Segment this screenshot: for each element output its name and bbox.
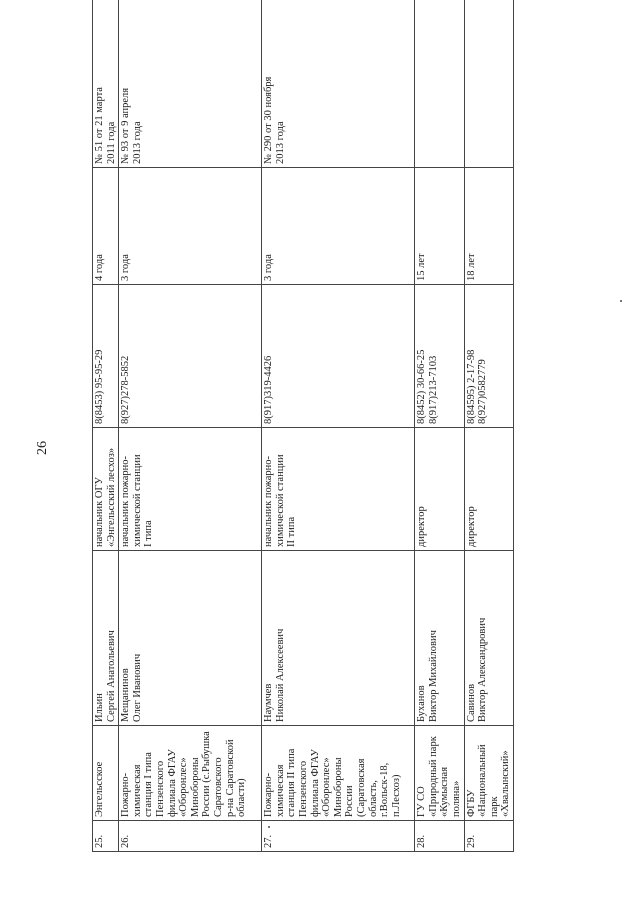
organization: ГУ СО «Природный парк «Кумысная поляна»: [415, 726, 464, 821]
phone: 8(917)319-4426: [262, 285, 415, 428]
row-number: 29.: [464, 821, 513, 852]
row-number: 28.: [415, 821, 464, 852]
position: начальник пожарно- химической станции II типа: [262, 428, 415, 551]
person-name: Буханов Виктор Михайлович: [415, 551, 464, 726]
person-name: Ильин Сергей Анатольевич: [93, 551, 119, 726]
phone: 8(927)278-5852: [119, 285, 262, 428]
term: 3 года: [119, 168, 262, 285]
order: № 51 от 21 марта 2011 года: [93, 0, 119, 168]
phone: 8(84595) 2-17-98 8(927)0582779: [464, 285, 513, 428]
term: 18 лет: [464, 168, 513, 285]
organization: ФГБУ «Национальный парк «Хвалынский»: [464, 726, 513, 821]
organization: Пожарно- химическая станция I типа Пензенского филиала ФГАУ «Оборонлес» Минобороны России (с.Рыбушка Саратовского р-на Саратовской области): [119, 726, 262, 821]
table-row: [119, 0, 262, 852]
organization: Пожарно- химическая станция II типа Пензенского филиала ФГАУ «Оборонлес» Минобороны России (Саратовская область, г.Вольск-18, п.Лесхоз): [262, 726, 415, 821]
term: 15 лет: [415, 168, 464, 285]
scan-speck: [268, 826, 270, 828]
table-row: [464, 0, 513, 852]
organization: Энгельсское: [93, 726, 119, 821]
registry-table: [92, 0, 514, 852]
person-name: Савинов Виктор Александрович: [464, 551, 513, 726]
row-number: 25.: [93, 821, 119, 852]
table-row: [262, 0, 415, 852]
position: начальник пожарно- химической станции I типа: [119, 428, 262, 551]
order: [464, 0, 513, 168]
table-row: [93, 0, 119, 852]
phone: 8(8453) 95-95-29: [93, 285, 119, 428]
term: 3 года: [262, 168, 415, 285]
page-number: 26: [35, 441, 50, 455]
row-number: 26.: [119, 821, 262, 852]
position: начальник ОГУ «Энгельсский лесхоз»: [93, 428, 119, 551]
term: 4 года: [93, 168, 119, 285]
position: директор: [464, 428, 513, 551]
scan-speck: [620, 300, 622, 302]
order: № 93 от 9 апреля 2013 года: [119, 0, 262, 168]
row-number: 27.: [262, 821, 415, 852]
order: № 290 от 30 ноября 2013 года: [262, 0, 415, 168]
order: [415, 0, 464, 168]
person-name: Наумчев Николай Алексеевич: [262, 551, 415, 726]
position: директор: [415, 428, 464, 551]
table-row: [415, 0, 464, 852]
rotated-table-container: [92, 40, 640, 852]
person-name: Мещанинов Олег Иванович: [119, 551, 262, 726]
phone: 8(8452) 30-66-25 8(917)213-7103: [415, 285, 464, 428]
